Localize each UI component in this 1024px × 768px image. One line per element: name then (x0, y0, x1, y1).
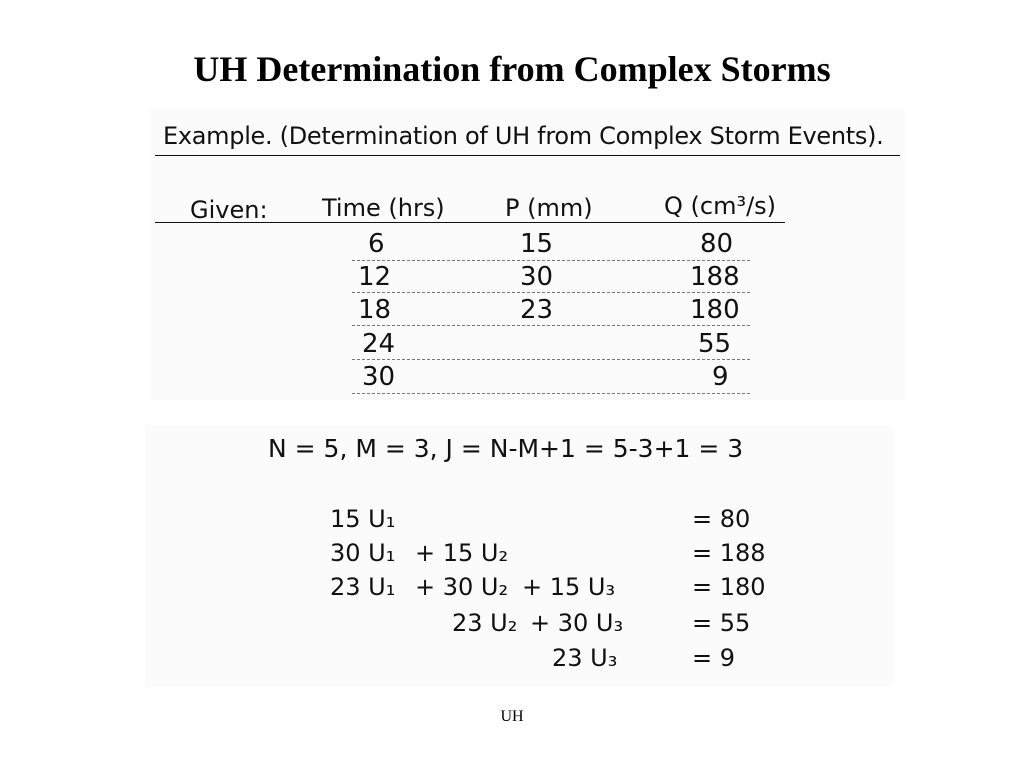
table-header-time: Time (hrs) (322, 194, 445, 222)
equation-rhs: = 188 (692, 539, 766, 567)
table-header-p: P (mm) (505, 194, 593, 222)
params-line: N = 5, M = 3, J = N-M+1 = 5-3+1 = 3 (268, 434, 744, 463)
table-cell-p: 15 (520, 229, 554, 259)
equation-term: 23 U₁ (330, 573, 396, 601)
table-row-line (352, 292, 750, 293)
equation-term: + 15 U₂ (415, 539, 509, 567)
equation-term: 23 U₃ (552, 644, 618, 672)
table-cell-q: 9 (712, 362, 729, 392)
table-cell-p: 23 (520, 295, 554, 325)
example-heading: Example. (Determination of UH from Complex Storm Events). (163, 122, 884, 150)
table-cell-time: 18 (358, 295, 392, 325)
slide-title: UH Determination from Complex Storms (193, 49, 831, 89)
equation-rhs: = 80 (692, 505, 751, 533)
table-row-line (352, 260, 750, 261)
table-cell-q: 180 (690, 295, 740, 325)
table-header-q: Q (cm³/s) (664, 192, 777, 220)
equation-term: 23 U₂ (452, 609, 518, 637)
equation-term: 15 U₁ (330, 505, 396, 533)
table-row-line (352, 359, 750, 360)
equation-rhs: = 180 (692, 573, 766, 601)
equation-rhs: = 9 (692, 644, 736, 672)
table-cell-time: 30 (362, 362, 396, 392)
table-cell-time: 12 (358, 262, 392, 292)
equation-term: 30 U₁ (330, 539, 396, 567)
table-cell-q: 80 (700, 229, 734, 259)
heading-underline (155, 155, 900, 156)
table-cell-p: 30 (520, 262, 554, 292)
table-cell-q: 188 (690, 262, 740, 292)
equation-rhs: = 55 (692, 609, 751, 637)
table-row-line (352, 393, 750, 394)
notes-scan-bottom (145, 425, 893, 687)
table-cell-time: 24 (362, 329, 396, 359)
equation-term: + 30 U₃ (530, 609, 624, 637)
table-cell-time: 6 (368, 229, 385, 259)
equation-term: + 30 U₂ (415, 573, 509, 601)
given-label: Given: (190, 196, 268, 224)
equation-term: + 15 U₃ (522, 573, 616, 601)
table-cell-q: 55 (698, 329, 732, 359)
table-row-line (352, 325, 750, 326)
slide-footer: UH (500, 708, 524, 725)
header-underline (155, 222, 785, 223)
